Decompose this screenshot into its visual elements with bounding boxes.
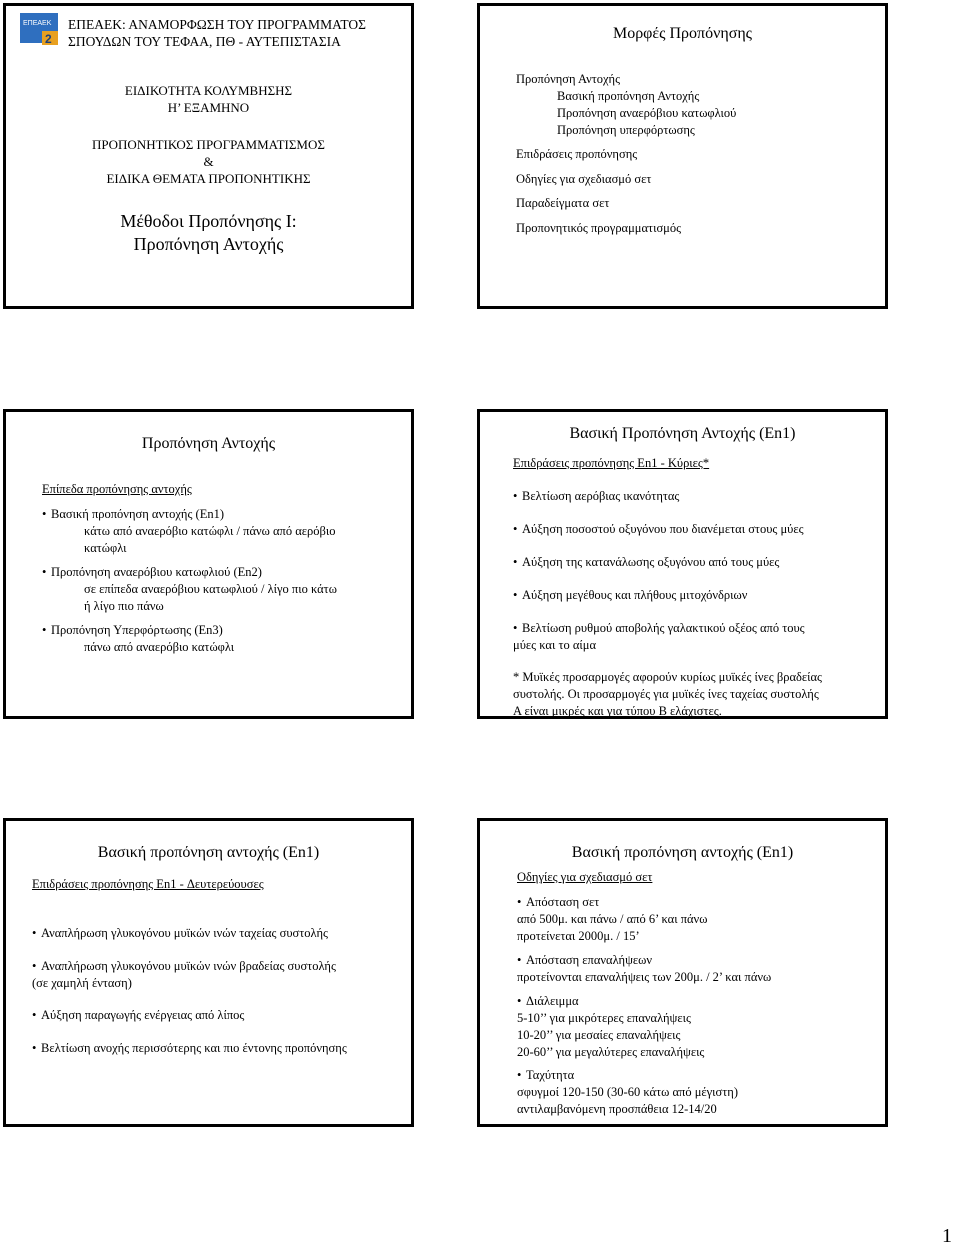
bullet-icon: • <box>513 489 518 503</box>
bullet-detail: σε επίπεδα αναερόβιου κατωφλιού / λίγο πιο κάτω <box>84 582 337 596</box>
title-line-1: Μέθοδοι Προπόνησης Ι: <box>120 211 297 231</box>
specialty-line-1: ΕΙΔΙΚΟΤΗΤΑ ΚΟΛΥΜΒΗΣΗΣ <box>124 83 293 98</box>
course-line-2: & <box>203 154 214 169</box>
bullet-text: Βελτίωση αερόβιας ικανότητας <box>522 489 680 503</box>
bullet-item <box>517 894 599 911</box>
outline-subitem: Προπόνηση υπερφόρτωσης <box>557 123 695 137</box>
logo-number: 2 <box>45 32 52 46</box>
bullet-item <box>517 1067 574 1084</box>
bullet-text: Αύξηση παραγωγής ενέργειας από λίπος <box>41 1008 245 1022</box>
footnote-line: Α είναι μικρές και για τύπου Β ελάχιστες. <box>513 704 722 718</box>
bullet-item <box>32 925 328 942</box>
bullet-icon: • <box>517 953 522 967</box>
bullet-icon: • <box>513 588 518 602</box>
bullet-icon: • <box>42 507 47 521</box>
bullet-detail: κάτω από αναερόβιο κατώφλι / πάνω από αερόβιο <box>84 524 336 538</box>
bullet-text: Βελτίωση ρυθμού αποβολής γαλακτικού οξέος από τους <box>522 621 805 635</box>
bullet-detail: προτείνεται 2000μ. / 15’ <box>517 929 640 943</box>
footnote-line: * Μυϊκές προσαρμογές αφορούν κυρίως μυϊκές ίνες βραδείας <box>513 670 823 684</box>
bullet-icon: • <box>513 555 518 569</box>
bullet-icon: • <box>32 959 37 973</box>
outline-item: Προπόνηση Αντοχής <box>516 72 621 86</box>
bullet-item <box>513 620 805 637</box>
bullet-text: Διάλειμμα <box>526 994 579 1008</box>
slide-6 <box>477 818 888 1127</box>
header-line-1: ΕΠΕΑΕΚ: ΑΝΑΜΟΡΦΩΣΗ ΤΟΥ ΠΡΟΓΡΑΜΜΑΤΟΣ <box>68 17 366 32</box>
bullet-detail: 20-60’’ για μεγαλύτερες επαναλήψεις <box>517 1045 705 1059</box>
slide-title: Προπόνηση Αντοχής <box>141 435 276 452</box>
bullet-item <box>42 622 223 639</box>
bullet-item <box>513 587 747 604</box>
bullet-item <box>32 958 336 975</box>
bullet-detail: 10-20’’ για μεσαίες επαναλήψεις <box>517 1028 681 1042</box>
bullet-item <box>32 1040 347 1057</box>
bullet-item <box>32 1007 244 1024</box>
header-text <box>68 16 366 50</box>
slide-4 <box>477 409 888 719</box>
slide-title: Βασική προπόνηση αντοχής (En1) <box>97 844 320 861</box>
bullet-icon: • <box>32 1008 37 1022</box>
bullet-text: Αύξηση μεγέθους και πλήθους μιτοχόνδριων <box>522 588 748 602</box>
bullet-text: Απόσταση σετ <box>526 895 600 909</box>
header-line-2: ΣΠΟΥΔΩΝ ΤΟΥ ΤΕΦΑΑ, ΠΘ - ΑΥΤΕΠΙΣΤΑΣΙΑ <box>68 34 341 49</box>
bullet-detail: (σε χαμηλή ένταση) <box>32 976 132 990</box>
bullet-item <box>42 506 224 523</box>
slide-2 <box>477 3 888 309</box>
bullet-icon: • <box>517 895 522 909</box>
bullet-item <box>42 564 262 581</box>
footnote-line: συστολής. Οι προσαρμογές για μυϊκές ίνες ταχείας συστολής <box>513 687 819 701</box>
bullet-icon: • <box>42 565 47 579</box>
course-block <box>6 136 411 187</box>
specialty-block <box>6 82 411 116</box>
slide-title: Βασική προπόνηση αντοχής (En1) <box>571 844 794 861</box>
outline-item: Προπονητικός προγραμματισμός <box>516 221 682 235</box>
bullet-icon: • <box>513 621 518 635</box>
bullet-text: Αύξηση ποσοστού οξυγόνου που διανέμεται στους μύες <box>522 522 804 536</box>
bullet-detail: από 500μ. και πάνω / από 6’ και πάνω <box>517 912 708 926</box>
bullet-icon: • <box>517 1068 522 1082</box>
outline-subitem: Προπόνηση αναερόβιου κατωφλιού <box>557 106 737 120</box>
bullet-icon: • <box>32 926 37 940</box>
outline-item: Επιδράσεις προπόνησης <box>516 147 638 161</box>
specialty-line-2: Η’ ΕΞΑΜΗΝΟ <box>167 100 250 115</box>
bullet-detail: ή λίγο πιο πάνω <box>84 599 164 613</box>
bullet-text: Απόσταση επαναλήψεων <box>526 953 653 967</box>
course-line-1: ΠΡΟΠΟΝΗΤΙΚΟΣ ΠΡΟΓΡΑΜΜΑΤΙΣΜΟΣ <box>92 137 325 152</box>
slide-subtitle: Επίπεδα προπόνησης αντοχής <box>42 482 192 496</box>
bullet-text: Βασική προπόνηση αντοχής (En1) <box>51 507 224 521</box>
bullet-text: Προπόνηση Υπερφόρτωσης (En3) <box>51 623 223 637</box>
bullet-detail: αντιλαμβανόμενη προσπάθεια 12-14/20 <box>517 1102 717 1116</box>
bullet-item <box>513 488 679 505</box>
title-line-2: Προπόνηση Αντοχής <box>133 234 284 254</box>
outline-subitem: Βασική προπόνηση Αντοχής <box>557 89 700 103</box>
bullet-item <box>517 952 652 969</box>
page-number: 1 <box>942 1225 952 1247</box>
bullet-icon: • <box>513 522 518 536</box>
bullet-detail: πάνω από αναερόβιο κατώφλι <box>84 640 235 654</box>
logo-text: ΕΠΕΑΕΚ <box>23 20 52 27</box>
course-line-3: ΕΙΔΙΚΑ ΘΕΜΑΤΑ ΠΡΟΠΟΝΗΤΙΚΗΣ <box>106 171 311 186</box>
slide-1 <box>3 3 414 309</box>
bullet-icon: • <box>32 1041 37 1055</box>
bullet-item <box>517 993 579 1010</box>
slide-title: Μορφές Προπόνησης <box>612 25 753 42</box>
outline-item: Οδηγίες για σχεδιασμό σετ <box>516 172 652 186</box>
bullet-detail: μύες και το αίμα <box>513 638 597 652</box>
bullet-detail: σφυγμοί 120-150 (30-60 κάτω από μέγιστη) <box>517 1085 738 1099</box>
bullet-icon: • <box>517 994 522 1008</box>
slide-subtitle: Επιδράσεις προπόνησης En1 - Κύριες* <box>513 456 710 470</box>
bullet-item <box>513 521 804 538</box>
bullet-item <box>513 554 779 571</box>
slide-5 <box>3 818 414 1127</box>
bullet-detail: προτείνονται επαναλήψεις των 200μ. / 2’ και πάνω <box>517 970 772 984</box>
bullet-detail: 5-10’’ για μικρότερες επαναλήψεις <box>517 1011 691 1025</box>
bullet-text: Αναπλήρωση γλυκογόνου μυϊκών ινών βραδείας συστολής <box>41 959 336 973</box>
presentation-title <box>6 210 411 256</box>
bullet-text: Προπόνηση αναερόβιου κατωφλιού (En2) <box>51 565 262 579</box>
bullet-text: Ταχύτητα <box>526 1068 575 1082</box>
outline-item: Παραδείγματα σετ <box>516 196 610 210</box>
bullet-text: Βελτίωση ανοχής περισσότερης και πιο έντονης προπόνησης <box>41 1041 347 1055</box>
slide-subtitle: Επιδράσεις προπόνησης En1 - Δευτερεύουσες <box>32 877 264 891</box>
bullet-icon: • <box>42 623 47 637</box>
bullet-detail: κατώφλι <box>84 541 127 555</box>
bullet-text: Αύξηση της κατανάλωσης οξυγόνου από τους μύες <box>522 555 780 569</box>
epeaek-logo <box>20 13 62 49</box>
slide-subtitle: Οδηγίες για σχεδιασμό σετ <box>517 870 653 884</box>
slide-3 <box>3 409 414 719</box>
bullet-text: Αναπλήρωση γλυκογόνου μυϊκών ινών ταχείας συστολής <box>41 926 328 940</box>
slide-title: Βασική Προπόνηση Αντοχής (En1) <box>569 425 796 442</box>
